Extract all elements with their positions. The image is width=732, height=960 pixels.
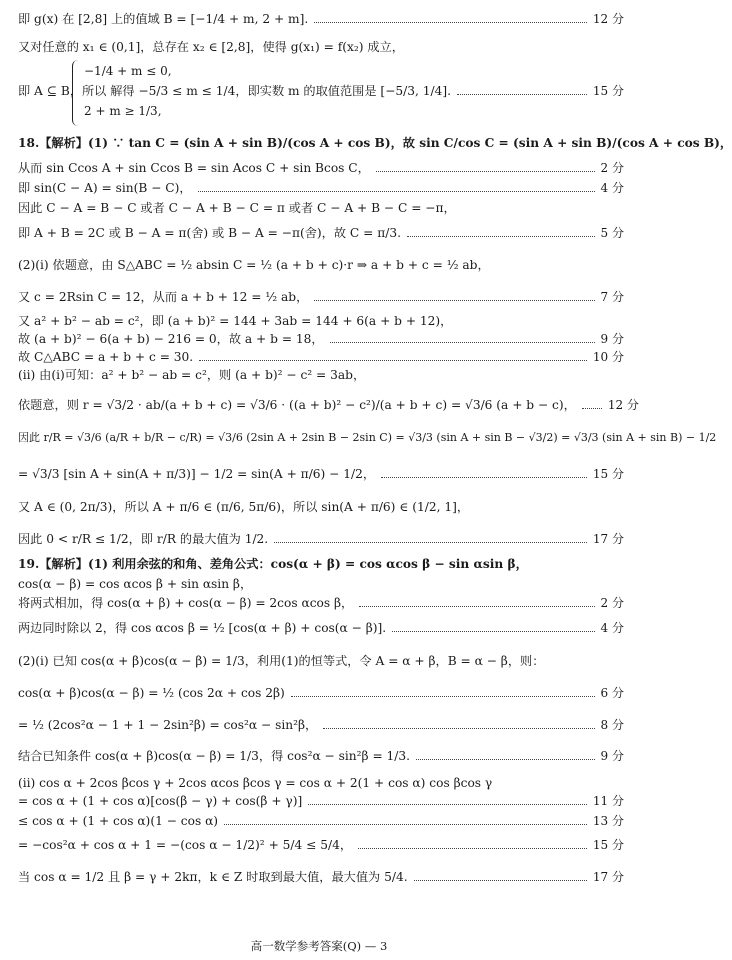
line-l30: ≤ cos α + (1 + cos α)(1 − cos α) 13 分 [18, 814, 624, 828]
line-l31: = −cos²α + cos α + 1 = −(cos α − 1/2)² + 5/4 ≤ 5/4， 15 分 [18, 838, 624, 852]
line-l29: = cos α + (1 + cos α)[cos(β − γ) + cos(β + γ)] 11 分 [18, 794, 624, 808]
line-l10: 又 c = 2Rsin C = 12，从而 a + b + 12 = ½ ab， 7 分 [18, 290, 624, 304]
line-l15: 依题意，则 r = √3/2 · ab/(a + b + c) = √3/6 · ((a + b)² − c²)/(a + b + c) = √3/6 (a + b − c)， 12 分 [18, 398, 639, 412]
line-l32: 当 cos α = 1/2 且 β = γ + 2kπ，k ∈ Z 时取到最大值，最大值为 5/4. 17 分 [18, 870, 624, 884]
ineq-1: −1/4 + m ≤ 0, [84, 64, 172, 78]
line-l01: 即 g(x) 在 [2,8] 上的值域 B = [−1/4 + m, 2 + m]. 12 分 [18, 12, 624, 26]
line-l19: 因此 0 < r/R ≤ 1/2，即 r/R 的最大值为 1/2. 17 分 [18, 532, 624, 546]
question-19-head: 19.【解析】(1) 利用余弦的和角、差角公式：cos(α + β) = cos αcos β − sin αsin β， [18, 557, 528, 571]
line-l03: 即 A ⊆ B，所以 解得 −5/3 ≤ m ≤ 1/4，即实数 m 的取值范围是 [−5/3, 1/4]. 15 分 [18, 84, 624, 98]
line-l12: 故 (a + b)² − 6(a + b) − 216 = 0，故 a + b = 18， 9 分 [18, 332, 624, 346]
ineq-2: 2 + m ≥ 1/3, [84, 104, 162, 118]
line-l23: 两边同时除以 2，得 cos αcos β = ½ [cos(α + β) + cos(α − β)]. 4 分 [18, 621, 624, 635]
line-l27: 结合已知条件 cos(α + β)cos(α − β) = 1/3，得 cos²α − sin²β = 1/3. 9 分 [18, 749, 624, 763]
line-l08: 即 A + B = 2C 或 B − A = π(舍) 或 B − A = −π(舍)，故 C = π/3. 5 分 [18, 226, 624, 240]
line-l26: = ½ (2cos²α − 1 + 1 − 2sin²β) = cos²α − sin²β， 8 分 [18, 718, 624, 732]
line-l25: cos(α + β)cos(α − β) = ½ (cos 2α + cos 2β) 6 分 [18, 686, 624, 700]
line-l09: (2)(ⅰ) 依题意，由 S△ABC = ½ absin C = ½ (a + b + c)·r ⇒ a + b + c = ½ ab， [18, 258, 490, 272]
line-l14: (ⅱ) 由(ⅰ)可知：a² + b² − ab = c²，则 (a + b)² − c² = 3ab， [18, 368, 366, 382]
question-18-head: 18.【解析】(1) ∵ tan C = (sin A + sin B)/(cos A + cos B)，故 sin C/cos C = (sin A + sin B)/(cos A + cos B)， [18, 136, 732, 150]
line-l24: (2)(ⅰ) 已知 cos(α + β)cos(α − β) = 1/3，利用(1)的恒等式，令 A = α + β，B = α − β，则： [18, 654, 545, 668]
line-l28: (ⅱ) cos α + 2cos βcos γ + 2cos αcos βcos γ = cos α + 2(1 + cos α) cos βcos γ [18, 776, 493, 790]
line-l02: 又对任意的 x₁ ∈ (0,1]，总存在 x₂ ∈ [2,8]，使得 g(x₁) = f(x₂) 成立， [18, 40, 404, 54]
line-l17: = √3/3 [sin A + sin(A + π/3)] − 1/2 = sin(A + π/6) − 1/2， 15 分 [18, 467, 624, 481]
line-l06: 即 sin(C − A) = sin(B − C)， 4 分 [18, 181, 624, 195]
line-l07: 因此 C − A = B − C 或者 C − A + B − C = π 或者 C − A + B − C = −π， [18, 201, 456, 215]
line-l11: 又 a² + b² − ab = c²，即 (a + b)² = 144 + 3ab = 144 + 6(a + b + 12)， [18, 314, 453, 328]
page-footer: 高一数学参考答案(Q) — 3 [250, 939, 388, 953]
line-l05: 从而 sin Ccos A + sin Ccos B = sin Acos C + sin Bcos C， 2 分 [18, 161, 624, 175]
line-l13: 故 C△ABC = a + b + c = 30. 10 分 [18, 350, 624, 364]
line-l18: 又 A ∈ (0, 2π/3)，所以 A + π/6 ∈ (π/6, 5π/6)，所以 sin(A + π/6) ∈ (1/2, 1]， [18, 500, 470, 514]
line-l22: 将两式相加，得 cos(α + β) + cos(α − β) = 2cos αcos β， 2 分 [18, 596, 624, 610]
line-l21: cos(α − β) = cos αcos β + sin αsin β， [18, 577, 253, 591]
line-l16: 因此 r/R = √3/6 (a/R + b/R − c/R) = √3/6 (2sin A + 2sin B − 2sin C) = √3/3 (sin A + sin B − √3/2) = √3/3 (sin A + sin B) − 1/2 [18, 431, 717, 444]
